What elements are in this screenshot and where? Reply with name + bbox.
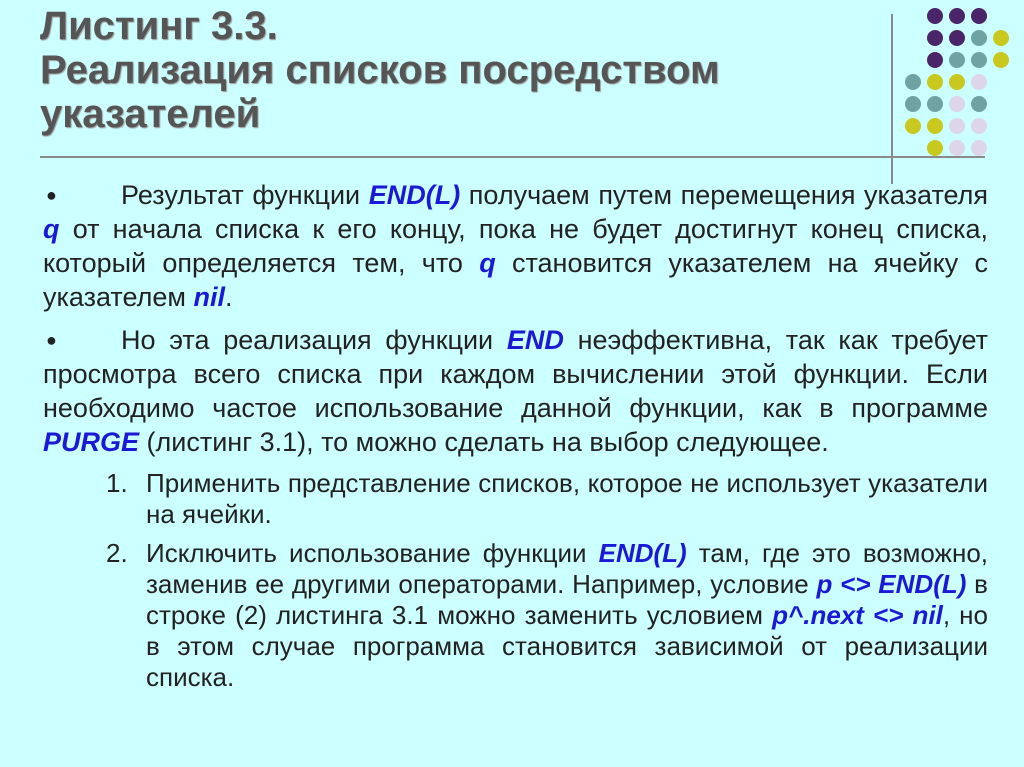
text-run: Но эта реализация функции <box>121 325 507 355</box>
text-run: получаем путем перемещения указателя <box>460 180 988 210</box>
decorative-dot <box>993 30 1009 46</box>
decorative-dot <box>949 74 965 90</box>
decorative-dot <box>971 8 987 24</box>
text-run: в строке (2) листинга 3.1 можно заменить условием <box>146 569 988 630</box>
horizontal-divider <box>40 156 985 158</box>
decorative-dot <box>949 30 965 46</box>
vertical-divider <box>891 14 893 184</box>
decorative-dot <box>971 140 987 156</box>
decorative-dot <box>927 140 943 156</box>
list-item-text <box>146 468 988 530</box>
code-keyword: q <box>479 248 496 278</box>
code-keyword: PURGE <box>43 427 140 457</box>
title-line-2: Реализация списков посредством <box>40 48 720 92</box>
decorative-dot-grid <box>905 8 1015 168</box>
title-line-1: Листинг 3.3. <box>40 4 278 48</box>
decorative-dot <box>905 74 921 90</box>
text-run: Исключить использование функции <box>146 538 599 568</box>
decorative-dot <box>927 74 943 90</box>
code-keyword: END(L) <box>598 538 687 568</box>
list-item <box>43 538 988 693</box>
decorative-dot <box>927 52 943 68</box>
code-keyword: p <> END(L) <box>816 569 967 599</box>
text-run: (листинг 3.1), то можно сделать на выбор следующее. <box>139 427 829 457</box>
decorative-dot <box>949 52 965 68</box>
list-number: 1. <box>106 468 128 498</box>
text-run: неэффективна, так как требует просмотра всего списка при каждом вычислении этой функции. Если необходимо частое использование данной функции, как в программе <box>43 325 988 423</box>
decorative-dot <box>927 30 943 46</box>
text-run: Результат функции <box>121 180 369 210</box>
decorative-dot <box>971 118 987 134</box>
list-number: 2. <box>106 538 128 568</box>
slide-title <box>40 4 880 136</box>
decorative-dot <box>993 52 1009 68</box>
list-item-text <box>146 538 988 693</box>
decorative-dot <box>971 52 987 68</box>
decorative-dot <box>927 96 943 112</box>
code-keyword: q <box>43 214 60 244</box>
decorative-dot <box>949 118 965 134</box>
decorative-dot <box>927 118 943 134</box>
text-run: становится указателем на ячейку с указателем <box>43 248 988 312</box>
decorative-dot <box>949 140 965 156</box>
list-item <box>43 468 988 530</box>
text-run: там, где это возможно, заменив ее другими операторами. Например, условие <box>146 538 988 599</box>
text-run: , но в этом случае программа становится зависимой от реализации списка. <box>146 600 989 692</box>
title-line-3: указателей <box>40 92 261 136</box>
decorative-dot <box>905 118 921 134</box>
text-run: . <box>224 282 233 312</box>
text-run: от начала списка к его концу, пока не будет достигнут конец списка, который определяется тем, что <box>43 214 988 278</box>
code-keyword: END(L) <box>368 180 461 210</box>
bullet-paragraph-1 <box>43 178 988 314</box>
bullet-icon: ● <box>46 330 57 350</box>
code-keyword: nil <box>193 282 225 312</box>
decorative-dot <box>971 30 987 46</box>
bullet-icon: ● <box>46 185 57 205</box>
text-run: Применить представление списков, которое не использует указатели на ячейки. <box>146 468 988 529</box>
numbered-list <box>43 468 988 693</box>
decorative-dot <box>927 8 943 24</box>
decorative-dot <box>905 96 921 112</box>
code-keyword: p^.next <> nil <box>772 600 943 630</box>
decorative-dot <box>949 8 965 24</box>
decorative-dot <box>949 96 965 112</box>
code-keyword: END <box>506 325 564 355</box>
bullet-paragraph-2 <box>43 323 988 459</box>
decorative-dot <box>971 74 987 90</box>
decorative-dot <box>971 96 987 112</box>
slide-body <box>43 178 988 701</box>
